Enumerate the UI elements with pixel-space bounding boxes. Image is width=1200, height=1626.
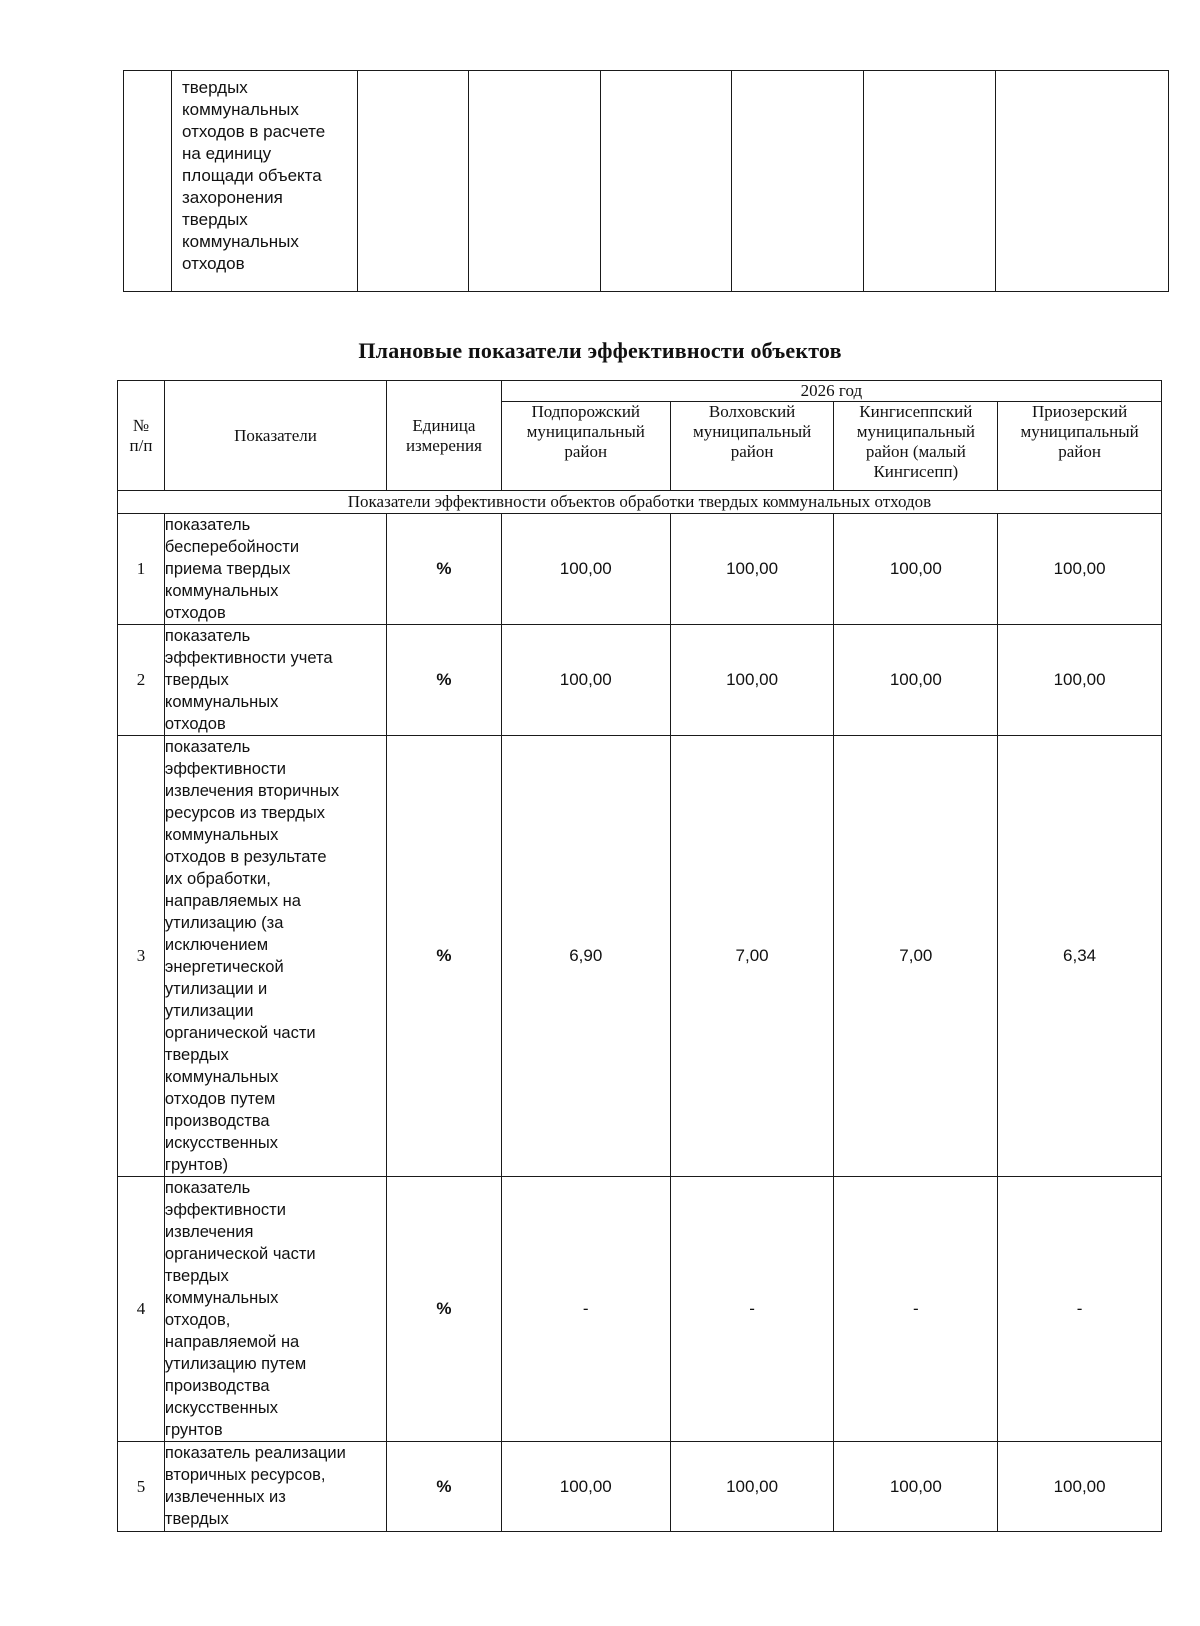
header-district-priozersk: Приозерский муниципальный район [998,402,1162,491]
row-number: 3 [118,736,165,1177]
row-value: 7,00 [834,736,998,1177]
row-value: 100,00 [998,514,1162,625]
table-cell [172,71,358,292]
row-value: 100,00 [670,625,834,736]
table-cell [358,71,469,292]
row-indicator: показатель бесперебойности приема твердых коммунальных отходов [164,514,386,625]
section-row [118,491,1162,514]
continued-table [123,70,1169,292]
row-value: - [501,1177,670,1442]
row-indicator: показатель эффективности извлечения вторичных ресурсов из твердых коммунальных отходов в результате их обработки, направляемых на утилизацию (за исключением энергетической утилизации и утилизации органической части твердых коммунальных отходов путем производства искусственных грунтов) [164,736,386,1177]
table-cell [732,71,864,292]
table-row [118,1442,1162,1532]
indicators-table [117,380,1162,1532]
row-value: 100,00 [998,1442,1162,1532]
row-value: 100,00 [834,1442,998,1532]
header-number: № п/п [118,381,165,491]
row-indicator: показатель эффективности извлечения органической части твердых коммунальных отходов, направляемой на утилизацию путем производства искусственных грунтов [164,1177,386,1442]
header-district-podporozhye: Подпорожский муниципальный район [501,402,670,491]
row-value: 7,00 [670,736,834,1177]
row-unit: % [387,514,502,625]
row-value: 100,00 [501,514,670,625]
row-unit: % [387,1177,502,1442]
table-row [124,71,1169,292]
table-row [118,625,1162,736]
row-value: - [834,1177,998,1442]
row-value: - [998,1177,1162,1442]
table-cell [124,71,172,292]
row-value: 100,00 [501,1442,670,1532]
table-cell [601,71,732,292]
header-year: 2026 год [501,381,1161,402]
row-value: 6,90 [501,736,670,1177]
page-title: Плановые показатели эффективности объектов [358,338,842,363]
table-row [118,736,1162,1177]
table-cell [996,71,1169,292]
row-indicator: показатель реализации вторичных ресурсов, извлеченных из твердых [164,1442,386,1532]
row-value: - [670,1177,834,1442]
row-unit: % [387,1442,502,1532]
row-indicator: показатель эффективности учета твердых коммунальных отходов [164,625,386,736]
header-unit: Единица измерения [387,381,502,491]
header-row [118,381,1162,402]
row-value: 100,00 [670,1442,834,1532]
row-number: 5 [118,1442,165,1532]
table-cell [864,71,996,292]
row-value: 6,34 [998,736,1162,1177]
table-row [118,514,1162,625]
row-unit: % [387,625,502,736]
row-value: 100,00 [834,514,998,625]
row-value: 100,00 [998,625,1162,736]
row-number: 1 [118,514,165,625]
continued-indicator-text: твердых коммунальных отходов в расчете на единицу площади объекта захоронения твердых коммунальных отходов [182,78,326,273]
table-row [118,1177,1162,1442]
header-district-kingisepp: Кингисеппский муниципальный район (малый Кингисепп) [834,402,998,491]
row-value: 100,00 [670,514,834,625]
header-district-volkhov: Волховский муниципальный район [670,402,834,491]
section-title: Показатели эффективности объектов обработки твердых коммунальных отходов [118,491,1162,514]
row-value: 100,00 [501,625,670,736]
row-unit: % [387,736,502,1177]
header-indicator: Показатели [164,381,386,491]
row-value: 100,00 [834,625,998,736]
row-number: 4 [118,1177,165,1442]
table-cell [469,71,601,292]
row-number: 2 [118,625,165,736]
